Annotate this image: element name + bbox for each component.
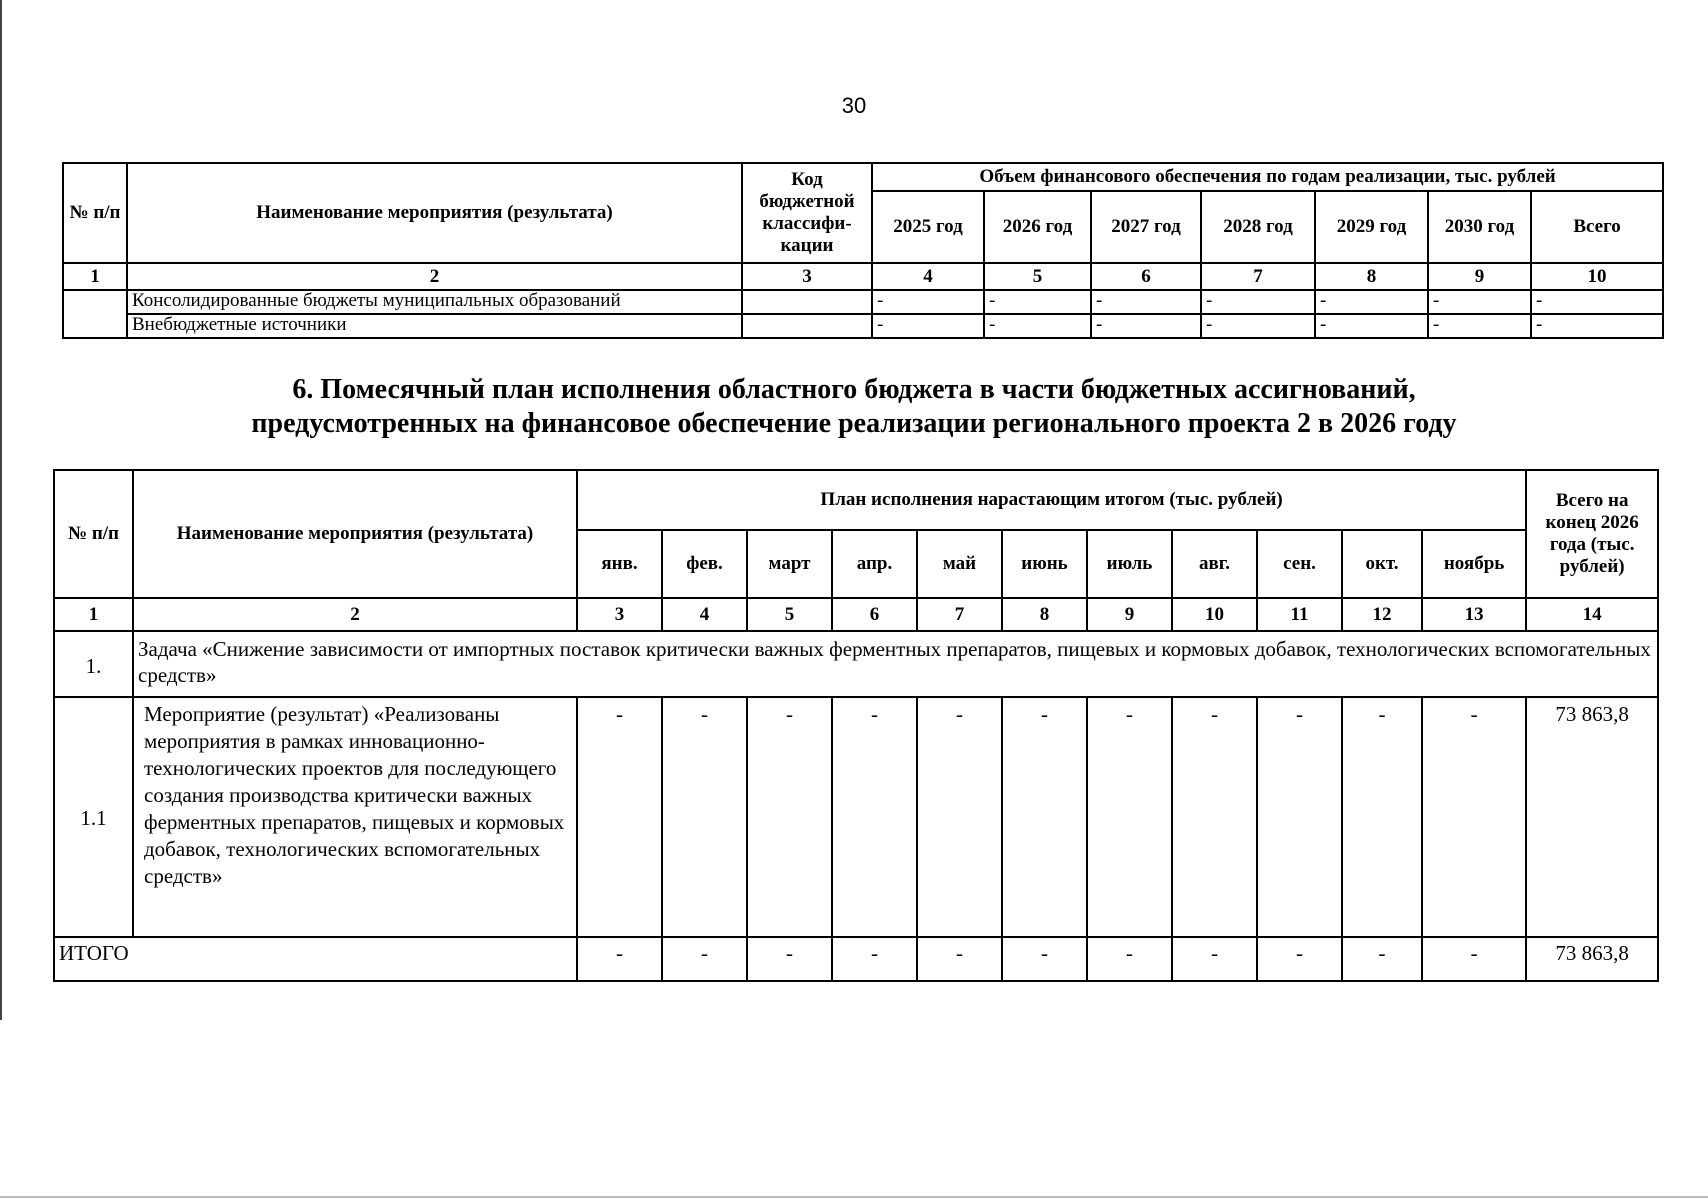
column-number: 3 (577, 598, 662, 631)
column-number: 10 (1531, 263, 1663, 290)
scan-edge-bottom (0, 1196, 1708, 1198)
item-total: 73 863,8 (1526, 697, 1658, 937)
total-month-value: - (577, 937, 662, 981)
column-number: 4 (872, 263, 984, 290)
task-text: Задача «Снижение зависимости от импортных поставок критически важных ферментных препаратов, пищевых и кормовых добавок, технологических вспомогательных средств» (133, 631, 1658, 697)
row-value: - (1091, 290, 1201, 314)
item-month-value: - (1422, 697, 1526, 937)
total-month-value: - (1342, 937, 1422, 981)
column-number: 14 (1526, 598, 1658, 631)
total-row (54, 937, 1658, 981)
column-number: 10 (1172, 598, 1257, 631)
item-month-value: - (747, 697, 832, 937)
item-month-value: - (1257, 697, 1342, 937)
column-number: 2 (133, 598, 577, 631)
row-value: - (1315, 314, 1428, 338)
column-number: 8 (1315, 263, 1428, 290)
header-month: окт. (1342, 530, 1422, 598)
column-number: 4 (662, 598, 747, 631)
column-number: 7 (1201, 263, 1315, 290)
header-total: Всего на конец 2026 года (тыс. рублей) (1526, 470, 1658, 598)
item-month-value: - (917, 697, 1002, 937)
item-month-value: - (1002, 697, 1087, 937)
row-value: - (1531, 290, 1663, 314)
total-month-value: - (1087, 937, 1172, 981)
table-row (63, 314, 1663, 338)
column-number: 1 (63, 263, 127, 290)
column-number: 5 (984, 263, 1091, 290)
total-month-value: - (747, 937, 832, 981)
header-month: май (917, 530, 1002, 598)
funding-volume-table (62, 162, 1664, 339)
item-no: 1.1 (54, 697, 133, 937)
column-number: 3 (742, 263, 872, 290)
column-number: 6 (832, 598, 917, 631)
header-year: 2027 год (1091, 191, 1201, 263)
total-month-value: - (1172, 937, 1257, 981)
task-row (54, 631, 1658, 697)
column-number: 8 (1002, 598, 1087, 631)
column-number: 13 (1422, 598, 1526, 631)
header-month: июнь (1002, 530, 1087, 598)
header-month: июль (1087, 530, 1172, 598)
row-value: - (872, 290, 984, 314)
row-value: - (1201, 314, 1315, 338)
header-total: Всего (1531, 191, 1663, 263)
column-number: 9 (1087, 598, 1172, 631)
item-month-value: - (1087, 697, 1172, 937)
column-number-row (54, 598, 1658, 631)
total-month-value: - (1422, 937, 1526, 981)
item-text: Мероприятие (результат) «Реализованы мероприятия в рамках инновационно-технологических проектов для последующего создания производства критически важных ферментных препаратов, пищевых и кормовых добавок, технологических вспомогательных средств» (133, 697, 577, 937)
row-value: - (872, 314, 984, 338)
header-no: № п/п (54, 470, 133, 598)
header-month: апр. (832, 530, 917, 598)
grand-total: 73 863,8 (1526, 937, 1658, 981)
row-name: Внебюджетные источники (127, 314, 742, 338)
monthly-plan-table (53, 469, 1659, 982)
item-month-value: - (832, 697, 917, 937)
column-number: 2 (127, 263, 742, 290)
row-value: - (1428, 290, 1531, 314)
header-plan: План исполнения нарастающим итогом (тыс. рублей) (577, 470, 1526, 530)
header-month: фев. (662, 530, 747, 598)
header-month: сен. (1257, 530, 1342, 598)
header-name: Наименование мероприятия (результата) (133, 470, 577, 598)
item-row (54, 697, 1658, 937)
column-number: 12 (1342, 598, 1422, 631)
row-value: - (984, 314, 1091, 338)
table-row (63, 290, 1663, 314)
column-number: 11 (1257, 598, 1342, 631)
item-month-value: - (577, 697, 662, 937)
total-month-value: - (662, 937, 747, 981)
row-no-cell (63, 290, 127, 338)
row-value: - (1531, 314, 1663, 338)
header-year: 2029 год (1315, 191, 1428, 263)
item-month-value: - (1172, 697, 1257, 937)
total-month-value: - (832, 937, 917, 981)
section-title-line: предусмотренных на финансовое обеспечение реализации регионального проекта 2 в 2026 году (251, 408, 1457, 439)
header-month: янв. (577, 530, 662, 598)
scan-edge-left (0, 0, 2, 1020)
header-no: № п/п (63, 163, 127, 263)
row-value: - (1091, 314, 1201, 338)
column-number: 7 (917, 598, 1002, 631)
row-code (742, 314, 872, 338)
header-name: Наименование мероприятия (результата) (127, 163, 742, 263)
row-name: Консолидированные бюджеты муниципальных образований (127, 290, 742, 314)
header-month: март (747, 530, 832, 598)
header-year: 2028 год (1201, 191, 1315, 263)
section-title (0, 373, 1708, 441)
header-month: авг. (1172, 530, 1257, 598)
total-month-value: - (1257, 937, 1342, 981)
row-value: - (1315, 290, 1428, 314)
column-number: 1 (54, 598, 133, 631)
row-code (742, 290, 872, 314)
total-label: ИТОГО (54, 937, 577, 981)
header-month: ноябрь (1422, 530, 1526, 598)
section-title-line: 6. Помесячный план исполнения областного бюджета в части бюджетных ассигнований, (292, 374, 1416, 405)
column-number-row (63, 263, 1663, 290)
page-number: 30 (841, 93, 867, 118)
total-month-value: - (1002, 937, 1087, 981)
header-year: 2025 год (872, 191, 984, 263)
header-code: Код бюджетной классифи-кации (742, 163, 872, 263)
header-year: 2030 год (1428, 191, 1531, 263)
column-number: 9 (1428, 263, 1531, 290)
item-month-value: - (662, 697, 747, 937)
column-number: 6 (1091, 263, 1201, 290)
header-year: 2026 год (984, 191, 1091, 263)
column-number: 5 (747, 598, 832, 631)
total-month-value: - (917, 937, 1002, 981)
header-volume: Объем финансового обеспечения по годам реализации, тыс. рублей (872, 163, 1663, 191)
task-no: 1. (54, 631, 133, 697)
item-month-value: - (1342, 697, 1422, 937)
row-value: - (1201, 290, 1315, 314)
row-value: - (1428, 314, 1531, 338)
row-value: - (984, 290, 1091, 314)
